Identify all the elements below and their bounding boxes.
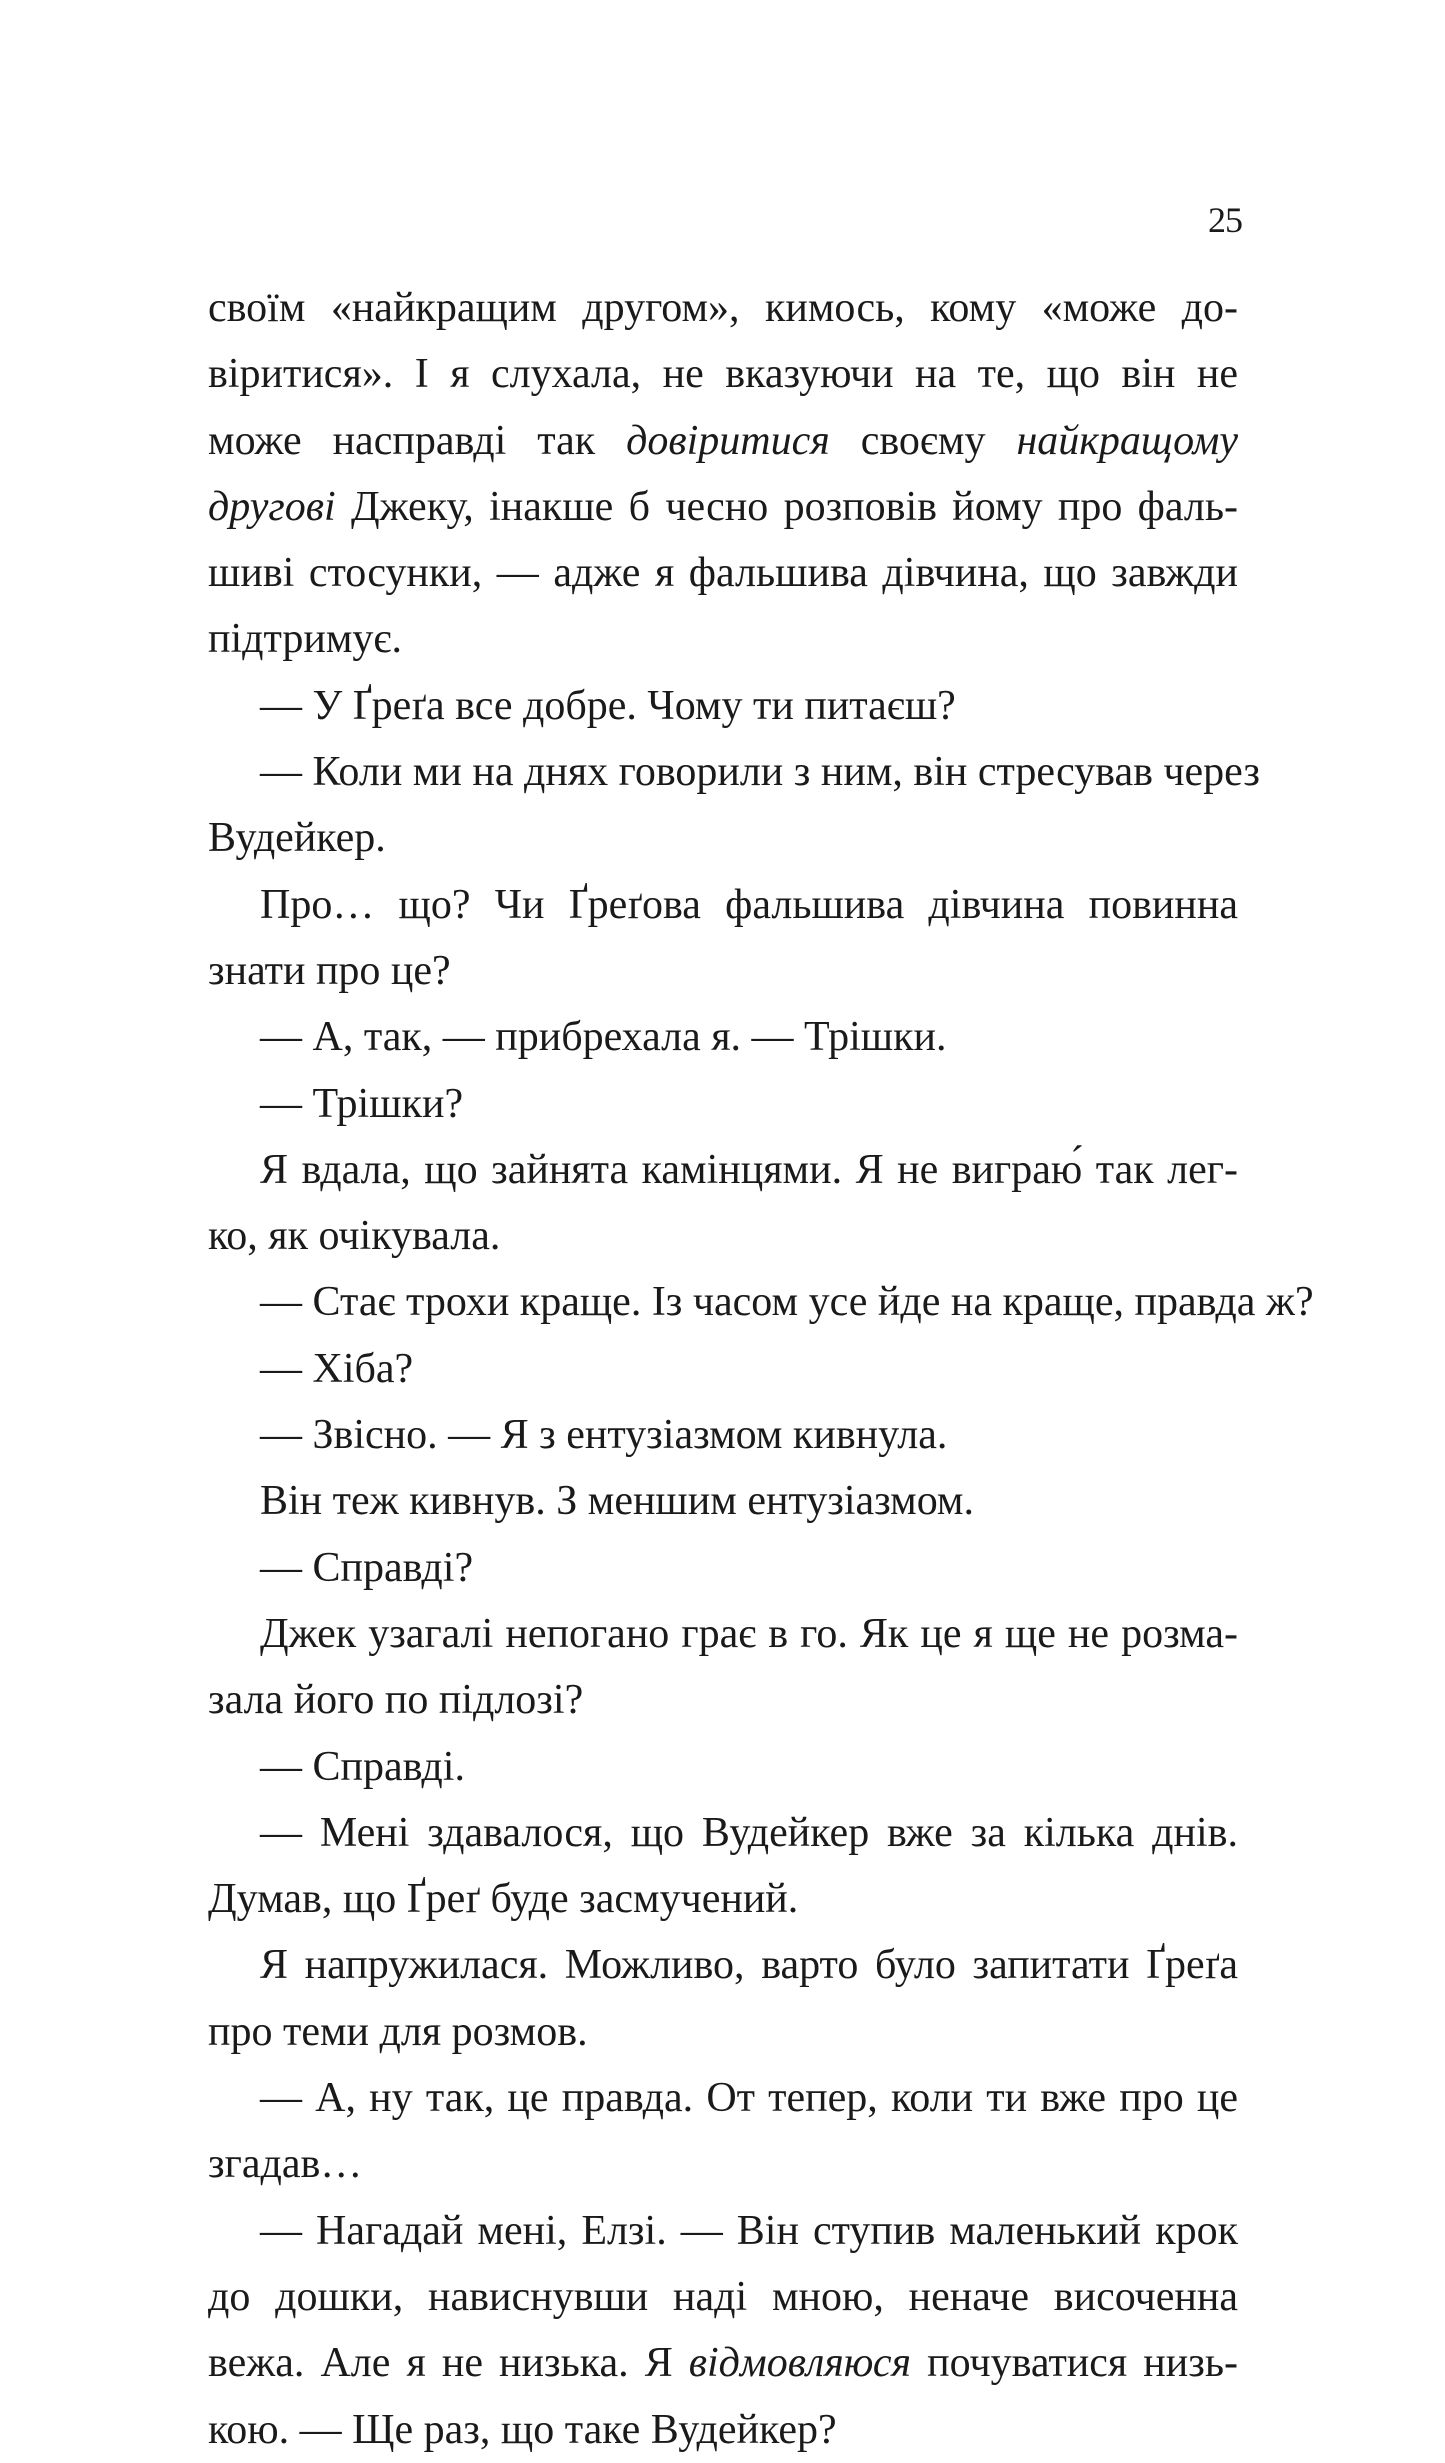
text-segment: ко, як очікувала. — [208, 1213, 501, 1260]
text-line — [208, 474, 1238, 540]
text-line — [208, 275, 1238, 341]
text-segment: своїм «найкращим другом», кимось, кому «може до- — [208, 285, 1238, 331]
body-text — [208, 275, 1314, 2463]
text-segment: Про… що? Чи Ґреґова фальшива дівчина повинна — [260, 881, 1238, 928]
text-line — [208, 1866, 1238, 1932]
text-line — [208, 2198, 1238, 2264]
text-segment: — А, так, — прибрехала я. — Трішки. — [260, 1014, 947, 1061]
italic-text: другові — [208, 483, 336, 530]
text-line — [208, 1336, 1238, 1402]
text-segment: Вудейкер. — [208, 815, 386, 862]
text-segment: знати про це? — [208, 947, 451, 994]
text-line — [208, 341, 1238, 407]
text-line — [208, 2264, 1238, 2330]
text-line — [208, 1004, 1238, 1070]
text-segment: Він теж кивнув. З меншим ентузіазмом. — [260, 1478, 974, 1525]
text-segment: може насправді так — [208, 417, 627, 464]
text-line — [208, 1932, 1238, 1998]
text-line — [208, 2131, 1238, 2197]
text-line — [208, 1137, 1238, 1203]
page-number: 25 — [1208, 200, 1242, 240]
text-segment: — Мені здавалося, що Вудейкер вже за кілька днів. — [260, 1809, 1238, 1856]
text-line — [208, 1071, 1238, 1137]
text-segment: почуватися низь- — [911, 2340, 1238, 2387]
text-segment: — Справді. — [260, 1743, 465, 1790]
text-segment: Я вдала, що зайнята камінцями. Я не виграю́ так лег- — [260, 1146, 1238, 1193]
text-segment: Джек узагалі непогано грає в го. Як це я ще не розма- — [260, 1610, 1238, 1657]
text-line — [208, 1734, 1238, 1800]
text-segment: — Звісно. — Я з ентузіазмом кивнула. — [260, 1412, 948, 1459]
text-line — [208, 2397, 1238, 2463]
text-segment: підтримує. — [208, 616, 402, 663]
text-segment: — Справді? — [260, 1544, 474, 1591]
text-line — [208, 1999, 1238, 2065]
text-line — [208, 1402, 1238, 1468]
italic-text: найкращому — [1016, 417, 1238, 464]
text-line — [208, 1269, 1314, 1335]
text-line — [208, 1667, 1238, 1733]
text-line — [208, 1800, 1238, 1866]
text-line — [208, 2065, 1238, 2131]
text-line — [208, 1203, 1238, 1269]
text-line — [208, 872, 1238, 938]
text-segment: Джеку, інакше б чесно розповів йому про фаль- — [335, 483, 1238, 530]
text-segment: своєму — [829, 417, 1017, 464]
italic-text: відмовляюся — [688, 2340, 912, 2387]
text-line — [208, 606, 1238, 672]
text-segment: — Нагадай мені, Елзі. — Він ступив маленький крок — [260, 2207, 1238, 2254]
text-segment: Я напружилася. Можливо, варто було запитати Ґреґа — [260, 1942, 1238, 1989]
text-segment: — Стає трохи краще. Із часом усе йде на краще, правда ж? — [260, 1279, 1314, 1326]
text-segment: про теми для розмов. — [208, 2008, 588, 2055]
text-line — [208, 739, 1260, 805]
text-segment: зала його по підлозі? — [208, 1677, 584, 1724]
italic-text: довіритися — [626, 417, 830, 464]
text-segment: до дошки, нависнувши наді мною, неначе височенна — [208, 2273, 1238, 2320]
text-line — [208, 2330, 1238, 2396]
text-segment: — Трішки? — [260, 1080, 464, 1127]
text-line — [208, 1601, 1238, 1667]
text-line — [208, 938, 1238, 1004]
text-segment: кою. — Ще раз, що таке Вудейкер? — [208, 2406, 837, 2453]
text-segment: — Коли ми на днях говорили з ним, він стресував через — [260, 749, 1260, 796]
text-segment: — А, ну так, це правда. От тепер, коли ти вже про це — [260, 2075, 1238, 2122]
text-line — [208, 1468, 1238, 1534]
text-segment: Думав, що Ґреґ буде засмучений. — [208, 1876, 799, 1923]
text-segment: шиві стосунки, — адже я фальшива дівчина, що завжди — [208, 550, 1238, 597]
text-segment: згадав… — [208, 2141, 363, 2188]
text-segment: — Хіба? — [260, 1345, 414, 1392]
text-line — [208, 1535, 1238, 1601]
text-line — [208, 805, 1238, 871]
text-segment: віритися». І я слухала, не вказуючи на те, що він не — [208, 351, 1238, 398]
text-line — [208, 673, 1238, 739]
text-segment: вежа. Але я не низька. Я — [208, 2340, 689, 2387]
text-segment: — У Ґреґа все добре. Чому ти питаєш? — [260, 682, 956, 729]
text-line — [208, 540, 1238, 606]
text-line — [208, 408, 1238, 474]
